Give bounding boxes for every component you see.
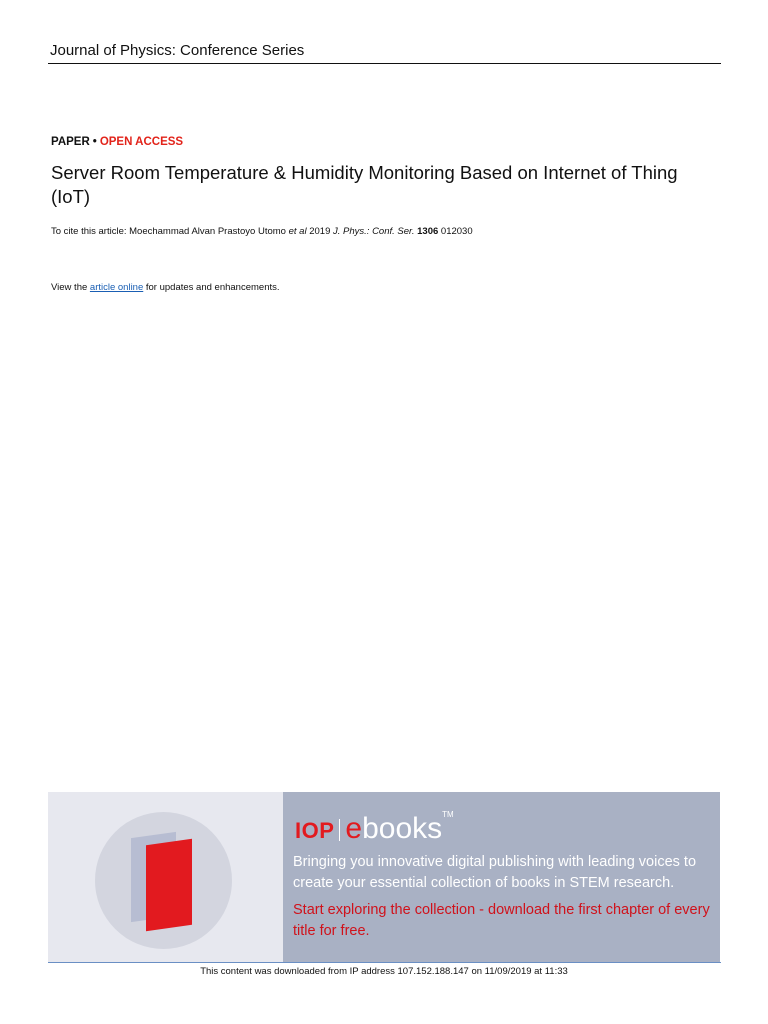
- banner-cta[interactable]: Start exploring the collection - download the first chapter of every title for free.: [293, 902, 710, 939]
- book-front-icon: [146, 839, 192, 931]
- logo-tm: TM: [442, 810, 454, 819]
- article-title: Server Room Temperature & Humidity Monitoring Based on Internet of Thing (IoT): [51, 162, 678, 207]
- separator: •: [92, 136, 97, 148]
- iop-ebooks-banner[interactable]: [48, 792, 720, 962]
- iop-ebooks-logo: [295, 808, 454, 844]
- article-type-line: [51, 136, 183, 148]
- cite-journal: J. Phys.: Conf. Ser.: [333, 226, 415, 237]
- logo-books: books: [362, 812, 443, 845]
- header-divider: [48, 63, 721, 64]
- banner-tagline: Bringing you innovative digital publishing with leading voices to create your essential collection of books in STEM research.: [293, 854, 697, 891]
- cite-number: 012030: [438, 226, 473, 237]
- view-online-line: [51, 282, 280, 293]
- open-access-label: OPEN ACCESS: [99, 136, 184, 148]
- view-suffix: for updates and enhancements.: [143, 282, 280, 293]
- article-online-link[interactable]: article online: [89, 282, 144, 293]
- paper-label: PAPER: [51, 136, 90, 148]
- citation: [51, 226, 473, 237]
- cite-etal: et al: [288, 226, 307, 237]
- journal-name: Journal of Physics: Conference Series: [50, 42, 305, 59]
- logo-divider: [339, 819, 340, 841]
- cite-volume: 1306: [417, 226, 439, 237]
- download-notice: This content was downloaded from IP address 107.152.188.147 on 11/09/2019 at 11:33: [200, 966, 568, 977]
- cite-prefix: To cite this article: Moechammad Alvan Prastoyo Utomo: [51, 226, 289, 237]
- view-prefix: View the: [51, 282, 90, 293]
- banner-text-panel: [283, 792, 720, 962]
- banner-graphic-panel: [48, 792, 283, 962]
- footer-divider: [48, 962, 721, 963]
- cite-year: 2019: [306, 226, 333, 237]
- logo-iop: IOP: [295, 818, 335, 843]
- logo-e: e: [345, 812, 363, 845]
